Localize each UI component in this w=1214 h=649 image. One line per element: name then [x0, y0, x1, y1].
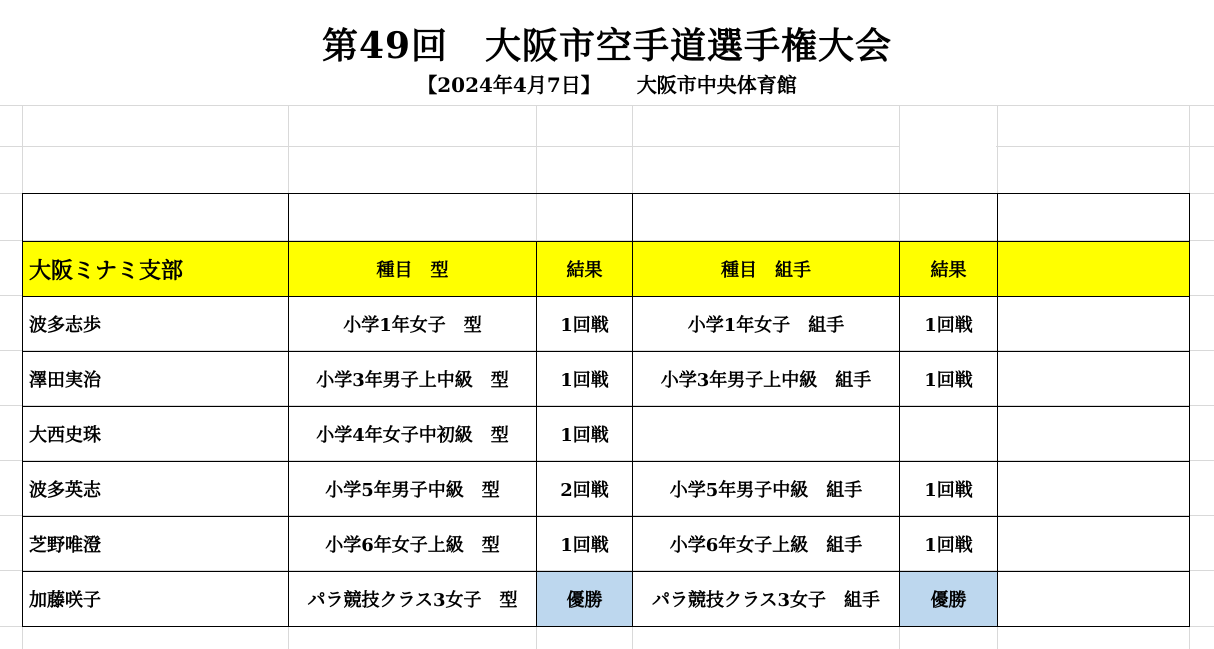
kumite-event[interactable]: 小学5年男子中級 組手 [633, 462, 900, 517]
kata-result[interactable]: 2回戦 [537, 462, 633, 517]
header-kumite-result[interactable]: 結果 [900, 242, 998, 297]
table-row [23, 517, 1190, 572]
kata-result-winner[interactable]: 優勝 [537, 572, 633, 627]
table-row [23, 407, 1190, 462]
table-row [23, 297, 1190, 352]
table-row [23, 462, 1190, 517]
athlete-name[interactable]: 澤田実治 [23, 352, 289, 407]
table-header-row [23, 242, 1190, 297]
event-date: 【2024年4月7日】 [417, 73, 601, 97]
kumite-result[interactable]: 1回戦 [900, 352, 998, 407]
kata-event[interactable]: 小学3年男子上中級 型 [289, 352, 537, 407]
header-kata-result[interactable]: 結果 [537, 242, 633, 297]
kumite-event[interactable]: 小学3年男子上中級 組手 [633, 352, 900, 407]
title-block [0, 0, 1214, 105]
page-title: 第49回 大阪市空手道選手権大会 [321, 25, 893, 67]
blank-cell-area [900, 106, 996, 192]
header-branch[interactable]: 大阪ミナミ支部 [23, 242, 289, 297]
page-subtitle [0, 70, 1214, 100]
table-cell[interactable] [289, 194, 633, 242]
table-cell[interactable] [998, 194, 1190, 242]
kumite-result[interactable]: 1回戦 [900, 297, 998, 352]
table-row [23, 352, 1190, 407]
athlete-name[interactable]: 大西史珠 [23, 407, 289, 462]
kata-event[interactable]: パラ競技クラス3女子 型 [289, 572, 537, 627]
kata-result[interactable]: 1回戦 [537, 297, 633, 352]
extra-cell[interactable] [998, 407, 1190, 462]
event-venue: 大阪市中央体育館 [636, 73, 797, 97]
header-kata-event[interactable]: 種目 型 [289, 242, 537, 297]
athlete-name[interactable]: 波多志歩 [23, 297, 289, 352]
kata-event[interactable]: 小学4年女子中初級 型 [289, 407, 537, 462]
table-cell[interactable] [633, 194, 998, 242]
table-row [23, 572, 1190, 627]
table-blank-row [23, 194, 1190, 242]
header-kumite-event[interactable]: 種目 組手 [633, 242, 900, 297]
table-cell[interactable] [23, 194, 289, 242]
kata-event[interactable]: 小学6年女子上級 型 [289, 517, 537, 572]
extra-cell[interactable] [998, 297, 1190, 352]
kumite-result-winner[interactable]: 優勝 [900, 572, 998, 627]
extra-cell[interactable] [998, 572, 1190, 627]
extra-cell[interactable] [998, 517, 1190, 572]
results-table [22, 193, 1190, 627]
kumite-result[interactable] [900, 407, 998, 462]
kumite-event[interactable]: 小学1年女子 組手 [633, 297, 900, 352]
athlete-name[interactable]: 加藤咲子 [23, 572, 289, 627]
extra-cell[interactable] [998, 352, 1190, 407]
kata-result[interactable]: 1回戦 [537, 517, 633, 572]
kata-result[interactable]: 1回戦 [537, 352, 633, 407]
kumite-event[interactable]: 小学6年女子上級 組手 [633, 517, 900, 572]
kata-event[interactable]: 小学5年男子中級 型 [289, 462, 537, 517]
extra-cell[interactable] [998, 462, 1190, 517]
kata-event[interactable]: 小学1年女子 型 [289, 297, 537, 352]
athlete-name[interactable]: 波多英志 [23, 462, 289, 517]
kumite-result[interactable]: 1回戦 [900, 517, 998, 572]
header-extra[interactable] [998, 242, 1190, 297]
kumite-event[interactable]: パラ競技クラス3女子 組手 [633, 572, 900, 627]
kumite-result[interactable]: 1回戦 [900, 462, 998, 517]
kata-result[interactable]: 1回戦 [537, 407, 633, 462]
kumite-event[interactable] [633, 407, 900, 462]
athlete-name[interactable]: 芝野唯澄 [23, 517, 289, 572]
